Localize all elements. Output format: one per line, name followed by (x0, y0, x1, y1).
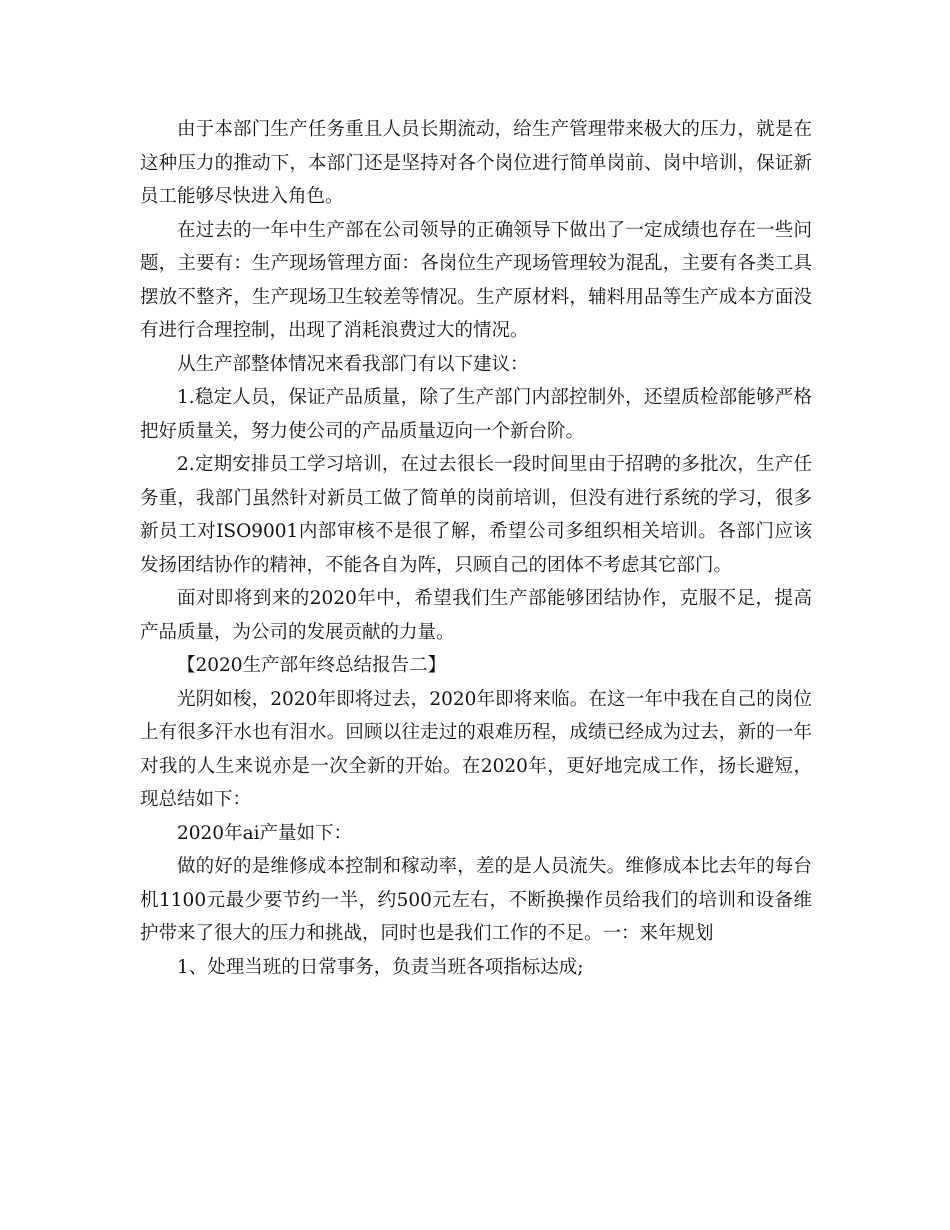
paragraph-year-review: 光阴如梭，2020年即将过去，2020年即将来临。在这一年中我在自己的岗位上有很多汗水也有泪水。回顾以往走过的艰难历程，成绩已经成为过去，新的一年对我的人生来说亦是一次全新的开始。在2020年，更好地完成工作，扬长避短，现总结如下： (140, 688, 812, 810)
paragraph-suggestion-2: 2.定期安排员工学习培训，在过去很长一段时间里由于招聘的多批次，生产任务重，我部门虽然针对新员工做了简单的岗前培训，但没有进行系统的学习，很多新员工对ISO9001内部审核不是很了解，希望公司多组织相关培训。各部门应该发扬团结协作的精神，不能各自为阵，只顾自己的团体不考虑其它部门。 (140, 454, 812, 576)
paragraph-suggestions-intro: 从生产部整体情况来看我部门有以下建议： (177, 353, 529, 375)
paragraph-suggestion-1: 1.稳定人员，保证产品质量，除了生产部门内部控制外，还望质检部能够严格把好质量关，努力使公司的产品质量迈向一个新台阶。 (140, 387, 812, 442)
section-heading: 【2020生产部年终总结报告二】 (177, 655, 447, 676)
paragraph-training-pressure: 由于本部门生产任务重且人员长期流动，给生产管理带来极大的压力，就是在这种压力的推动下，本部门还是坚持对各个岗位进行简单岗前、岗中培训，保证新员工能够尽快进入角色。 (140, 119, 812, 207)
paragraph-problems: 在过去的一年中生产部在公司领导的正确领导下做出了一定成绩也存在一些问题，主要有：生产现场管理方面：各岗位生产现场管理较为混乱，主要有各类工具摆放不整齐，生产现场卫生较差等情况。生产原材料，辅料用品等生产成本方面没有进行合理控制，出现了消耗浪费过大的情况。 (140, 219, 812, 341)
paragraph-plan-item-1: 1、处理当班的日常事务，负责当班各项指标达成; (177, 956, 584, 978)
paragraph-maintenance-cost: 做的好的是维修成本控制和稼动率，差的是人员流失。维修成本比去年的每台机1100元最少要节约一半，约500元左右，不断换操作员给我们的培训和设备维护带来了很大的压力和挑战，同时也是我们工作的不足。一：来年规划 (140, 856, 812, 944)
paragraph-outlook: 面对即将到来的2020年中，希望我们生产部能够团结协作，克服不足，提高产品质量，为公司的发展贡献的力量。 (140, 588, 812, 643)
paragraph-output-intro: 2020年ai产量如下： (177, 822, 353, 844)
document-body (140, 113, 812, 984)
